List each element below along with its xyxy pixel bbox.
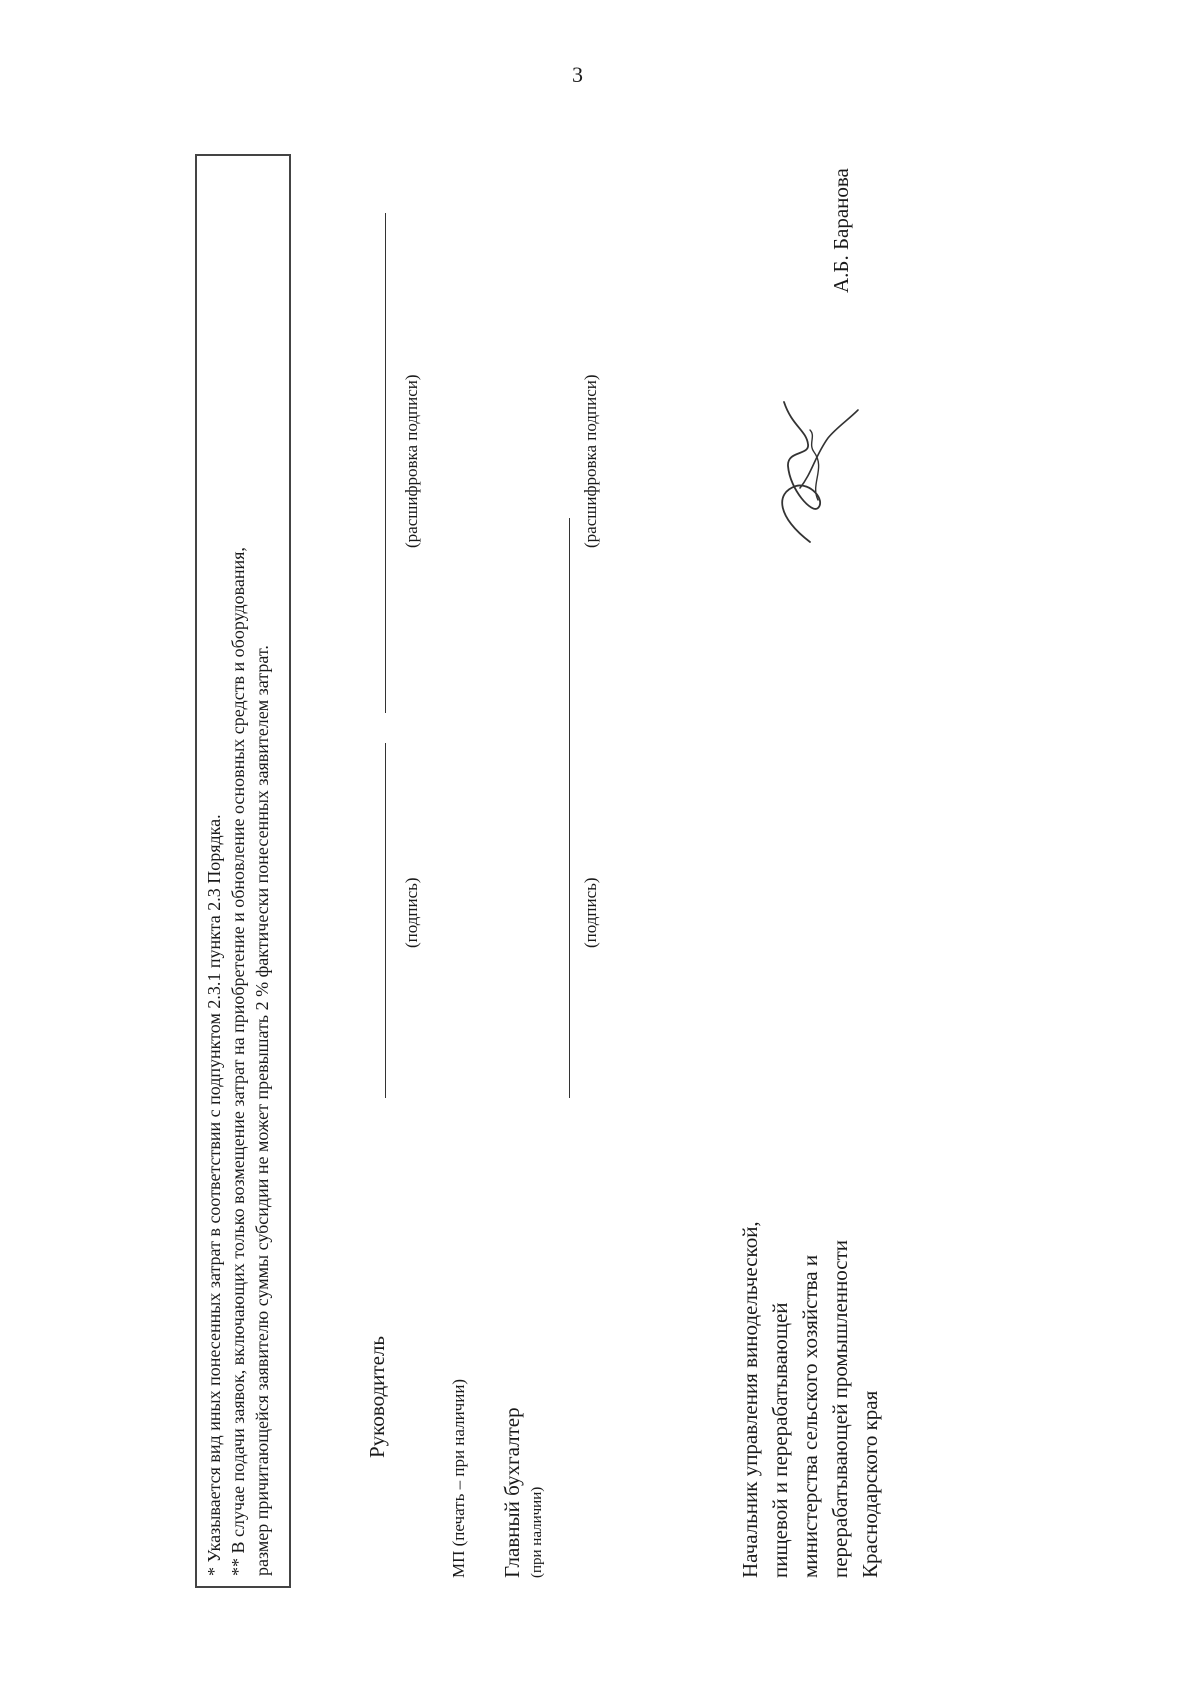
director-signature-caption: (подпись) xyxy=(402,877,421,948)
official-position-line: министерства сельского хозяйства и xyxy=(798,1254,822,1578)
accountant-signature-line xyxy=(569,518,570,1098)
director-label: Руководитель xyxy=(365,1336,389,1458)
page-number: 3 xyxy=(572,62,583,87)
footnote-2: ** В случае подачи заявок, включающих только возмещение затрат на приобретение и обновление основных средств и оборудования, xyxy=(228,547,248,1576)
director-signature-line xyxy=(385,743,386,1098)
director-transcript-line xyxy=(385,213,386,713)
footnote-box xyxy=(195,154,291,1588)
official-position-line: Начальник управления винодельческой, xyxy=(738,1221,762,1578)
stamp-note: МП (печать – при наличии) xyxy=(449,1378,468,1578)
director-transcript-caption: (расшифровка подписи) xyxy=(402,374,421,548)
official-position xyxy=(735,1221,885,1578)
accountant-signature-caption: (подпись) xyxy=(581,877,600,948)
footnote-3: размер причитающейся заявителю суммы субсидии не может превышать 2 % фактически понесенных заявителем затрат. xyxy=(252,645,272,1576)
official-position-line: пищевой и перерабатывающей xyxy=(768,1302,792,1578)
official-position-line: Краснодарского края xyxy=(858,1390,882,1578)
handwritten-signature xyxy=(770,398,865,548)
official-position-line: перерабатывающей промышленности xyxy=(828,1239,852,1578)
accountant-note: (при наличии) xyxy=(529,1486,545,1578)
accountant-label: Главный бухгалтер xyxy=(500,1407,524,1578)
accountant-transcript-caption: (расшифровка подписи) xyxy=(581,374,600,548)
landscape-content xyxy=(195,148,955,1588)
official-name: А.Б. Баранова xyxy=(829,168,853,293)
footnote-1: * Указывается вид иных понесенных затрат в соответствии с подпунктом 2.3.1 пункта 2.3 Порядка. xyxy=(204,814,224,1576)
